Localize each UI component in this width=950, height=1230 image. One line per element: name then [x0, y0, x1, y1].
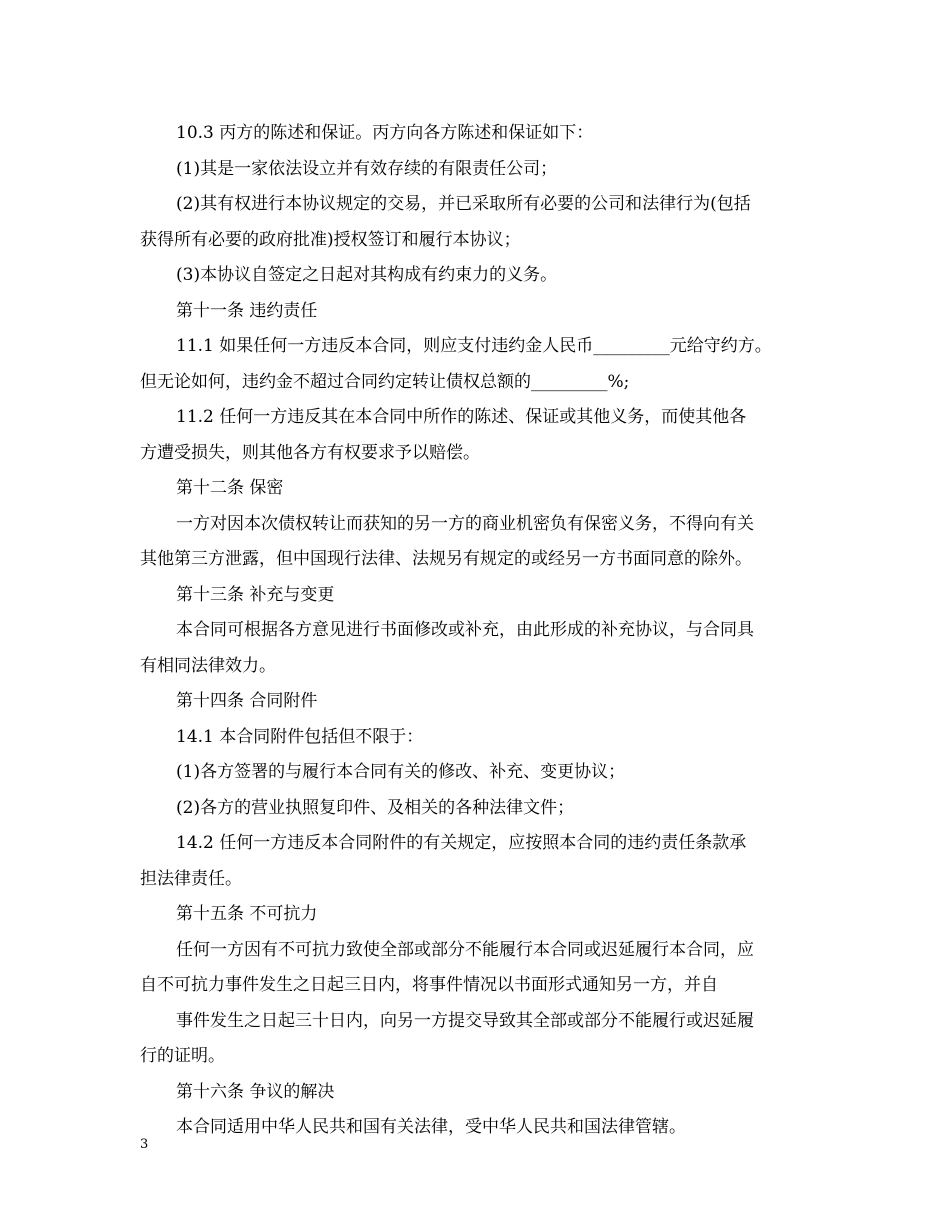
paragraph-p-13: 本合同可根据各方意见进行书面修改或补充，由此形成的补充协议，与合同具: [176, 620, 754, 640]
paragraph-p-14-2: 14.2 任何一方违反本合同附件的有关规定，应按照本合同的违约责任条款承: [176, 833, 747, 853]
paragraph-continuation-p-15-b: 行的证明。: [140, 1046, 225, 1066]
paragraph-h-13: 第十三条 补充与变更: [176, 584, 335, 605]
paragraph-h-16: 第十六条 争议的解决: [176, 1081, 335, 1102]
paragraph-p-10-3: 10.3 丙方的陈述和保证。丙方向各方陈述和保证如下：: [176, 123, 594, 143]
paragraph-p-10-3-2: (2)其有权进行本协议规定的交易，并已采取所有必要的公司和法律行为(包括: [176, 194, 751, 214]
paragraph-p-10-3-3: (3)本协议自签定之日起对其构成有约束力的义务。: [176, 265, 558, 285]
paragraph-continuation-p-12: 其他第三方泄露，但中国现行法律、法规另有规定的或经另一方书面同意的除外。: [140, 549, 752, 569]
page-number: 3: [140, 1137, 149, 1152]
paragraph-continuation-p-15-a: 自不可抗力事件发生之日起三日内，将事件情况以书面形式通知另一方，并自: [140, 975, 718, 995]
paragraph-continuation-p-11-1: 但无论如何，违约金不超过合同约定转让债权总额的_________%;: [140, 371, 630, 392]
paragraph-h-14: 第十四条 合同附件: [176, 691, 318, 711]
paragraph-p-14-1-2: (2)各方的营业执照复印件、及相关的各种法律文件；: [176, 797, 575, 818]
document-body: [140, 116, 820, 1146]
paragraph-continuation-p-14-2: 担法律责任。: [140, 868, 242, 889]
paragraph-p-15-a: 任何一方因有不可抗力致使全部或部分不能履行本合同或迟延履行本合同，应: [176, 939, 754, 960]
paragraph-p-10-3-1: (1)其是一家依法设立并有效存续的有限责任公司；: [176, 158, 558, 179]
paragraph-continuation-p-10-3-2: 获得所有必要的政府批准)授权签订和履行本协议；: [140, 229, 521, 250]
paragraph-continuation-p-13: 有相同法律效力。: [140, 655, 276, 676]
paragraph-p-11-1: 11.1 如果任何一方违反本合同，则应支付违约金人民币_________元给守约方。: [176, 336, 772, 356]
paragraph-p-16: 本合同适用中华人民共和国有关法律，受中华人民共和国法律管辖。: [176, 1117, 686, 1137]
paragraph-h-12: 第十二条 保密: [176, 478, 284, 498]
paragraph-p-11-2: 11.2 任何一方违反其在本合同中所作的陈述、保证或其他义务，而使其他各: [176, 407, 747, 427]
paragraph-h-11: 第十一条 违约责任: [176, 300, 318, 321]
paragraph-continuation-p-11-2: 方遭受损失，则其他各方有权要求予以赔偿。: [140, 442, 480, 463]
paragraph-p-14-1-1: (1)各方签署的与履行本合同有关的修改、补充、变更协议；: [176, 762, 626, 782]
paragraph-p-12: 一方对因本次债权转让而获知的另一方的商业机密负有保密义务，不得向有关: [176, 513, 754, 534]
paragraph-p-14-1: 14.1 本合同附件包括但不限于：: [176, 726, 424, 747]
paragraph-h-15: 第十五条 不可抗力: [176, 904, 318, 924]
paragraph-p-15-b: 事件发生之日起三十日内，向另一方提交导致其全部或部分不能履行或迟延履: [176, 1010, 754, 1031]
